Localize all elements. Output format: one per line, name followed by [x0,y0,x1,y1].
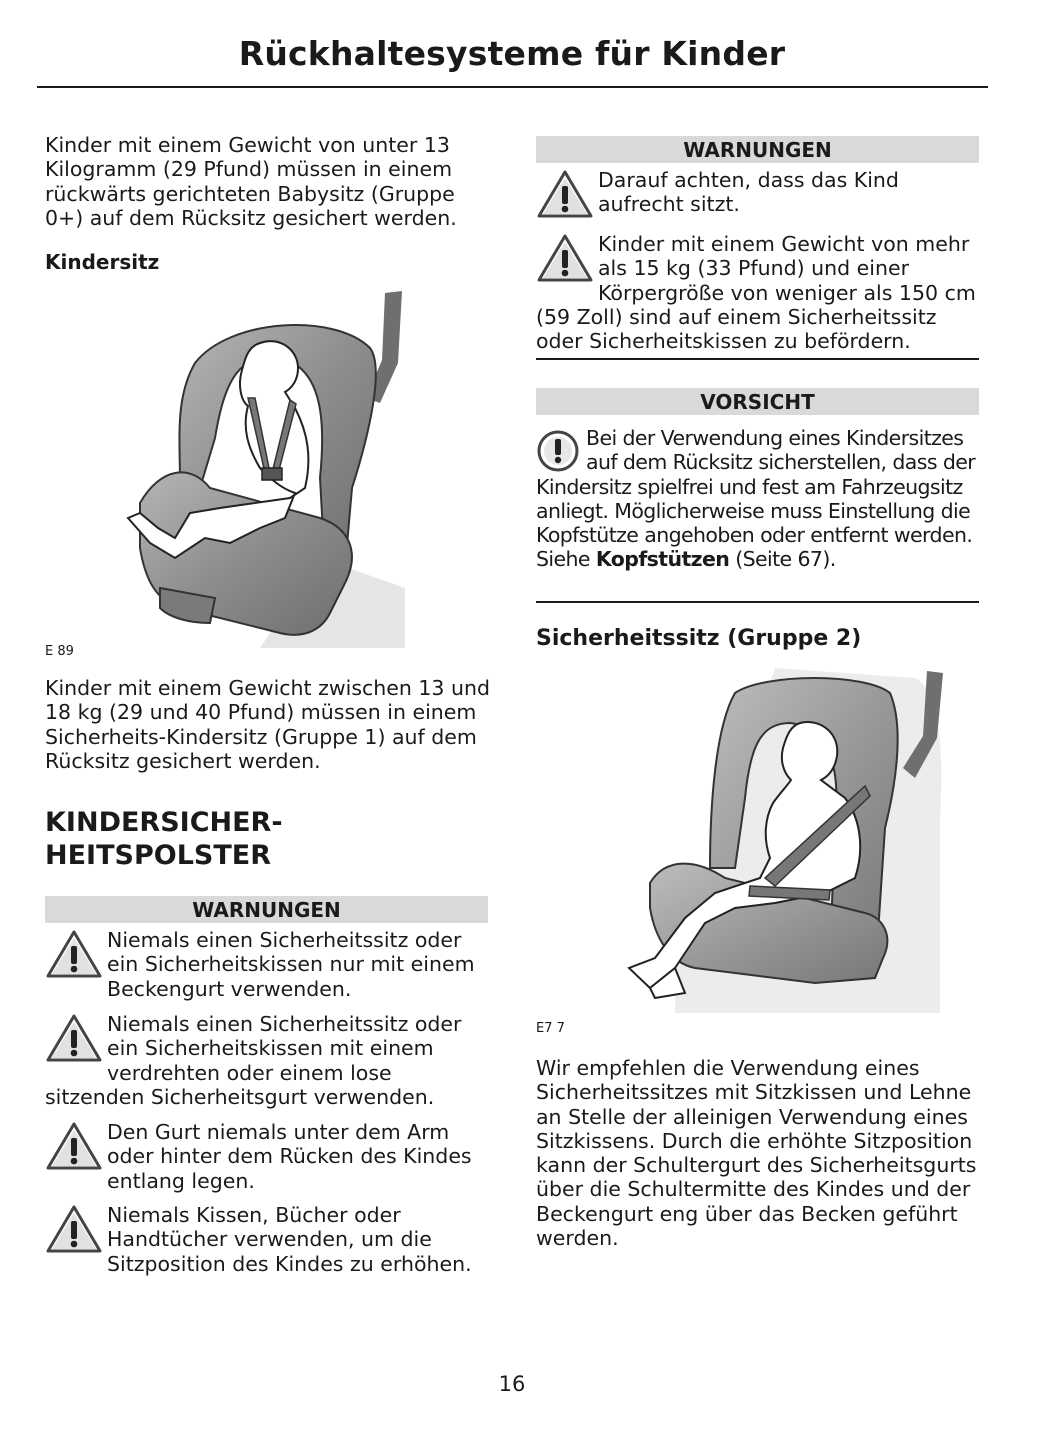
section-heading-line1: KINDERSICHER- [45,807,283,838]
left-warning-4-text: Niemals Kissen, Bücher oder Handtücher verwenden, um die Sitzposition des Kindes zu erhöhen. [107,1203,472,1276]
section-heading-line2: HEITSPOLSTER [45,840,271,871]
right-warning-1 [536,168,981,220]
warning-triangle-icon [45,1203,103,1255]
left-warnings-header: WARNUNGEN [45,896,488,923]
right-warning-2 [536,232,981,353]
group1-paragraph: Kinder mit einem Gewicht zwischen 13 und 18 kg (29 und 40 Pfund) müssen in einem Sicherheits-Kindersitz (Gruppe 1) auf dem Rücksitz gesichert werden. [45,676,490,773]
left-warning-4 [45,1203,490,1276]
caution-text: Bei der Verwendung eines Kindersitzes auf dem Rücksitz sicherstellen, dass der Kindersitz spielfrei und fest am Fahrzeugsitz anliegt. Möglicherweise muss Einstellung die Kopfstütze angehoben oder entfernt werden. Siehe [536,426,976,572]
left-warning-2 [45,1012,490,1109]
left-warning-3 [45,1120,490,1193]
caution-page-ref: (Seite 67). [735,547,836,572]
figure2-caption: E7 7 [536,1021,565,1036]
title-divider [37,86,988,88]
section-heading [45,806,283,872]
warning-triangle-icon [45,928,103,980]
left-warning-3-text: Den Gurt niemals unter dem Arm oder hinter dem Rücken des Kindes entlang legen. [107,1120,472,1193]
intro-paragraph: Kinder mit einem Gewicht von unter 13 Kilogramm (29 Pfund) müssen in einem rückwärts gerichteten Babysitz (Gruppe 0+) auf dem Rücksitz gesichert werden. [45,133,457,230]
warning-triangle-icon [45,1012,103,1064]
right-warning-2-text: Kinder mit einem Gewicht von mehr als 15 kg (33 Pfund) und einer Körpergröße von weniger als 150 cm (59 Zoll) sind auf einem Sicherheitssitz oder Sicherheitskissen zu befördern. [536,232,976,354]
page-title: Rückhaltesysteme für Kinder [238,34,786,73]
recommendation-paragraph: Wir empfehlen die Verwendung eines Sicherheitssitzes mit Sitzkissen und Lehne an Stelle der alleinigen Verwendung eines Sitzkissens. Durch die erhöhte Sitzposition kann der Schultergurt des Sicherheitsgurts über die Schultermitte des Kindes und der Beckengurt eng über das Becken geführt werden. [536,1056,977,1251]
right-warnings-header: WARNUNGEN [536,136,979,163]
warning-triangle-icon [45,1120,103,1172]
warning-triangle-icon [536,232,594,284]
kindersitz-heading: Kindersitz [45,250,160,274]
caution-header: VORSICHT [536,388,979,415]
caution-circle-icon [536,428,584,474]
page-number: 16 [498,1372,526,1396]
figure1-caption: E 89 [45,644,74,659]
right-warning-1-text: Darauf achten, dass das Kind aufrecht sitzt. [598,168,899,217]
warning-triangle-icon [536,168,594,220]
caution-item [536,426,981,572]
left-warning-2-text: Niemals einen Sicherheitssitz oder ein Sicherheitskissen mit einem verdrehten oder einem lose sitzenden Sicherheitsgurt verwenden. [45,1012,462,1109]
caution-box-bottom-rule [536,601,979,603]
left-warning-1 [45,928,490,1001]
caution-link-kopfstuetzen[interactable]: Kopfstützen [595,547,730,572]
booster-seat-illustration [615,668,945,1018]
group2-heading: Sicherheitssitz (Gruppe 2) [536,626,862,651]
left-warning-1-text: Niemals einen Sicherheitssitz oder ein Sicherheitskissen nur mit einem Beckengurt verwenden. [107,928,475,1001]
child-seat-illustration [120,288,410,653]
warnings-box-bottom-rule [536,358,979,360]
